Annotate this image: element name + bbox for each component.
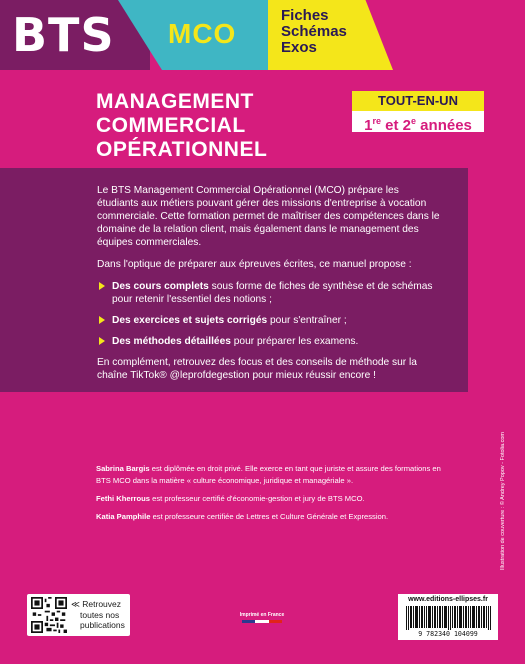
header-band: [0, 0, 525, 70]
qr-code-icon[interactable]: [31, 597, 67, 633]
bts-logo: BTS: [12, 8, 115, 62]
collection-line: Schémas: [281, 23, 347, 40]
description-intro: Le BTS Management Commercial Opérationnel (MCO) prépare les étudiants aux métiers pouvant gérer des missions d'entreprise à vocation commerciale. Cette formation permet de maîtriser des compétences dans le domaine de la relation client, mais également dans le management des équipes commerciales.: [97, 185, 440, 248]
all-in-one-badge: [352, 91, 484, 132]
feature-item: Des exercices et sujets corrigés pour s'entraîner ;: [97, 314, 440, 327]
cover-credit: Illustration de couverture : © Andrey Popov - Fotolia.com: [500, 432, 506, 570]
authors-section: [96, 463, 441, 529]
french-flag-icon: [242, 620, 282, 623]
title-line: COMMERCIAL: [96, 114, 246, 137]
qr-line: toutes nos: [80, 609, 120, 620]
qr-panel[interactable]: [27, 594, 130, 636]
qr-caption: [71, 599, 125, 631]
book-title: [96, 90, 267, 162]
qr-line: ≪ Retrouvez: [71, 599, 122, 609]
badge-years: 1re et 2e années: [352, 111, 484, 132]
description-outro: En complément, retrouvez des focus et des conseils de méthode sur la chaîne TikTok® @leprofdegestion pour mieux réussir encore !: [97, 357, 417, 381]
arrow-icon: [99, 316, 105, 324]
barcode-panel: [398, 594, 498, 640]
description-box: [0, 168, 468, 392]
author-bio: Fethi Kherrous est professeur certifié d'économie-gestion et jury de BTS MCO.: [96, 494, 365, 503]
feature-item: Des cours complets sous forme de fiches de synthèse et de schémas pour retenir l'essentiel des notions ;: [97, 280, 440, 306]
isbn-number: 9 782340 104099: [418, 630, 478, 638]
collection-line: Exos: [281, 39, 317, 56]
description-lead: Dans l'optique de préparer aux épreuves écrites, ce manuel propose :: [97, 259, 412, 270]
subject-label: MCO: [168, 18, 237, 49]
feature-item: Des méthodes détaillées pour préparer les examens.: [97, 335, 440, 348]
collection-label: [281, 8, 347, 56]
publisher-url[interactable]: www.editions-ellipses.fr: [408, 596, 488, 603]
title-line: OPÉRATIONNEL: [96, 138, 268, 161]
badge-top: TOUT-EN-UN: [352, 91, 484, 111]
arrow-icon: [99, 337, 105, 345]
feature-list: [97, 280, 440, 348]
author-bio: Katia Pamphile est professeure certifiée de Lettres et Culture Générale et Expression.: [96, 512, 389, 521]
collection-line: Fiches: [281, 7, 329, 24]
printed-in-france: Imprimé en France: [236, 612, 288, 623]
qr-line: publications: [80, 620, 125, 630]
barcode-icon: [406, 606, 492, 630]
author-bio: Sabrina Bargis est diplômée en droit privé. Elle exerce en tant que juriste et assure des formations en BTS MCO dans la matière « culture économique, juridique et managériale ».: [96, 464, 441, 485]
title-line: MANAGEMENT: [96, 90, 254, 113]
arrow-icon: [99, 282, 105, 290]
